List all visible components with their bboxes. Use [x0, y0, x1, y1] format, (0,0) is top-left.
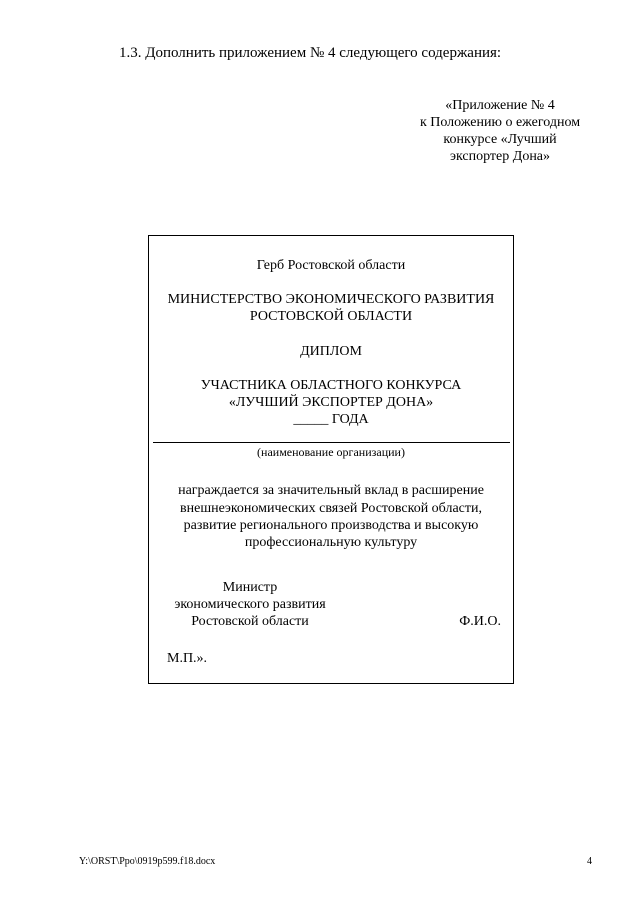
appendix-line: к Положению о ежегодном	[419, 115, 581, 130]
minister-title-line: экономического развития	[174, 597, 326, 612]
contest-year-line: _____ ГОДА	[293, 412, 369, 427]
ministry-name-line: РОСТОВСКОЙ ОБЛАСТИ	[249, 309, 413, 324]
stamp-place: М.П.».	[167, 651, 208, 666]
award-text-line: награждается за значительный вклад в расширение	[178, 483, 484, 498]
signatory-name: Ф.И.О.	[459, 614, 501, 629]
award-text-line: профессиональную культуру	[244, 535, 418, 550]
minister-title-line: Министр	[222, 580, 278, 595]
participant-line: УЧАСТНИКА ОБЛАСТНОГО КОНКУРСА	[200, 378, 462, 393]
award-text-line: развитие регионального производства и высокую	[183, 518, 479, 533]
diploma-title: ДИПЛОМ	[300, 344, 362, 359]
footer-file-path: Y:\ORST\Ppo\0919p599.f18.docx	[79, 856, 216, 867]
participant-line: «ЛУЧШИЙ ЭКСПОРТЕР ДОНА»	[228, 395, 434, 410]
coat-of-arms-placeholder: Герб Ростовской области	[256, 258, 406, 273]
appendix-line: «Приложение № 4	[445, 98, 555, 113]
organization-name-rule	[153, 442, 510, 443]
page-number: 4	[587, 856, 592, 867]
appendix-line: конкурсе «Лучший	[443, 132, 557, 147]
organization-name-caption: (наименование организации)	[257, 445, 405, 459]
appendix-heading	[402, 97, 598, 165]
amendment-intro: 1.3. Дополнить приложением № 4 следующего содержания:	[119, 45, 502, 61]
minister-title-line: Ростовской области	[191, 614, 309, 629]
ministry-name-line: МИНИСТЕРСТВО ЭКОНОМИЧЕСКОГО РАЗВИТИЯ	[167, 292, 495, 307]
minister-signature-block	[163, 579, 337, 630]
appendix-line: экспортер Дона»	[449, 149, 551, 164]
diploma-form	[148, 235, 514, 684]
award-text-line: внешнеэкономических связей Ростовской области,	[180, 501, 482, 516]
